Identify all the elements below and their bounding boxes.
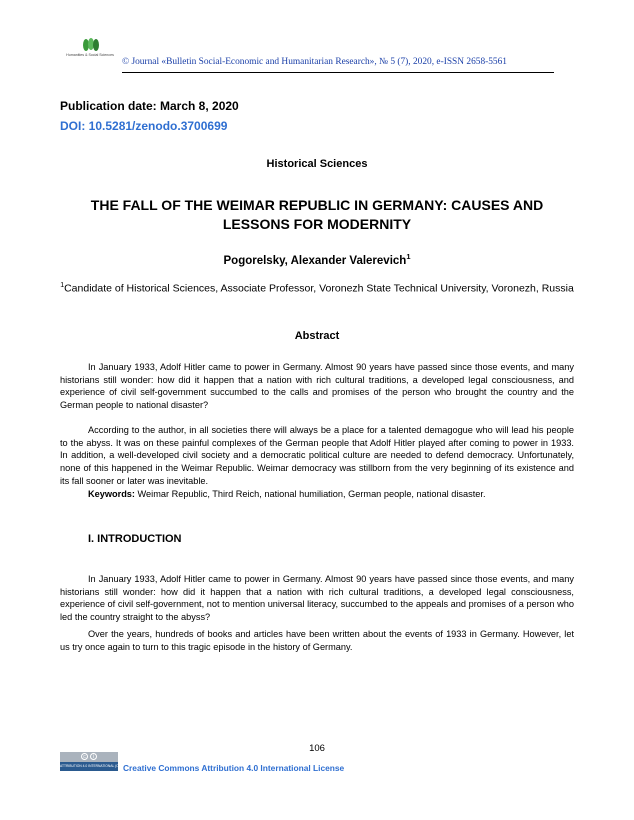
affiliation-text: Candidate of Historical Sciences, Associate Professor, Voronezh State Technical University, Voronezh, Russia — [64, 282, 574, 295]
affiliation-mark: 1 — [60, 282, 65, 289]
header-divider — [122, 72, 554, 73]
introduction-paragraph: Over the years, hundreds of books and articles have been written about the events of 1933 in Germany. However, let us try once again to turn to this tragic episode in the history of Germany. — [60, 629, 574, 652]
cc-badge-text: ATTRIBUTION 4.0 INTERNATIONAL (CC BY 4.0) — [60, 762, 118, 771]
author-name-text: Pogorelsky, Alexander Valerevich — [223, 254, 407, 267]
journal-logo — [60, 38, 120, 68]
journal-line: © Journal «Bulletin Social-Economic and Humanitarian Research», № 5 (7), 2020, e-ISSN 2658-5561 — [122, 57, 507, 67]
page-number: 106 — [309, 743, 325, 754]
cc-badge-top — [60, 752, 118, 762]
introduction-paragraph: In January 1933, Adolf Hitler came to power in Germany. Almost 90 years have passed since those events, and many historians still wonder: how did it happen that a nation with rich cultural traditions, a developed legal consciousness, experience of civil self-government, not to mention universal literacy, succumbed to the appeals and promises of a person who led the country straight to the abyss? — [60, 574, 574, 623]
publication-date: Publication date: March 8, 2020 — [60, 99, 239, 113]
introduction-heading: I. INTRODUCTION — [88, 533, 182, 545]
leaf-logo-icon — [80, 38, 102, 52]
by-person-icon: i — [90, 753, 97, 760]
cc-icon: c — [81, 753, 88, 760]
author-name — [0, 252, 634, 267]
section-heading: Historical Sciences — [266, 158, 368, 170]
doi-link[interactable]: DOI: 10.5281/zenodo.3700699 — [60, 119, 228, 133]
paper-title: THE FALL OF THE WEIMAR REPUBLIC IN GERMANY: CAUSES AND LESSONS FOR MODERNITY — [90, 197, 544, 232]
logo-text: Humanities & Social Sciences — [66, 53, 114, 57]
affiliation — [60, 278, 574, 297]
abstract-heading: Abstract — [294, 330, 340, 342]
abstract-paragraph: In January 1933, Adolf Hitler came to power in Germany. Almost 90 years have passed since those events, and many historians still wonder: how did it happen that a nation with rich cultural traditions, a developed legal consciousness, and experience of civil self-government succumbed to the calls and promises of the person who brought the country and the German people to national disaster? — [60, 362, 574, 411]
cc-by-badge[interactable] — [60, 752, 133, 771]
abstract-paragraph: According to the author, in all societies there will always be a place for a talented demagogue who will lead his people to the abyss. It was on these painful complexes of the German people that Adolf Hitler played after coming to power in 1933. In addition, a well-developed civil society and a democratic political culture are needed to defend democracy. Unfortunately, none of this happened in the Weimar Republic. Weimar democracy was stillborn from the very beginning of its existence and its fall sooner or later was inevitable. — [60, 425, 574, 486]
license-link[interactable]: Creative Commons Attribution 4.0 International License — [123, 763, 345, 773]
keywords-text: Weimar Republic, Third Reich, national humiliation, German people, national disaster. — [137, 489, 486, 499]
author-mark: 1 — [406, 252, 411, 261]
keywords — [88, 488, 578, 500]
keywords-label: Keywords: — [88, 489, 135, 499]
